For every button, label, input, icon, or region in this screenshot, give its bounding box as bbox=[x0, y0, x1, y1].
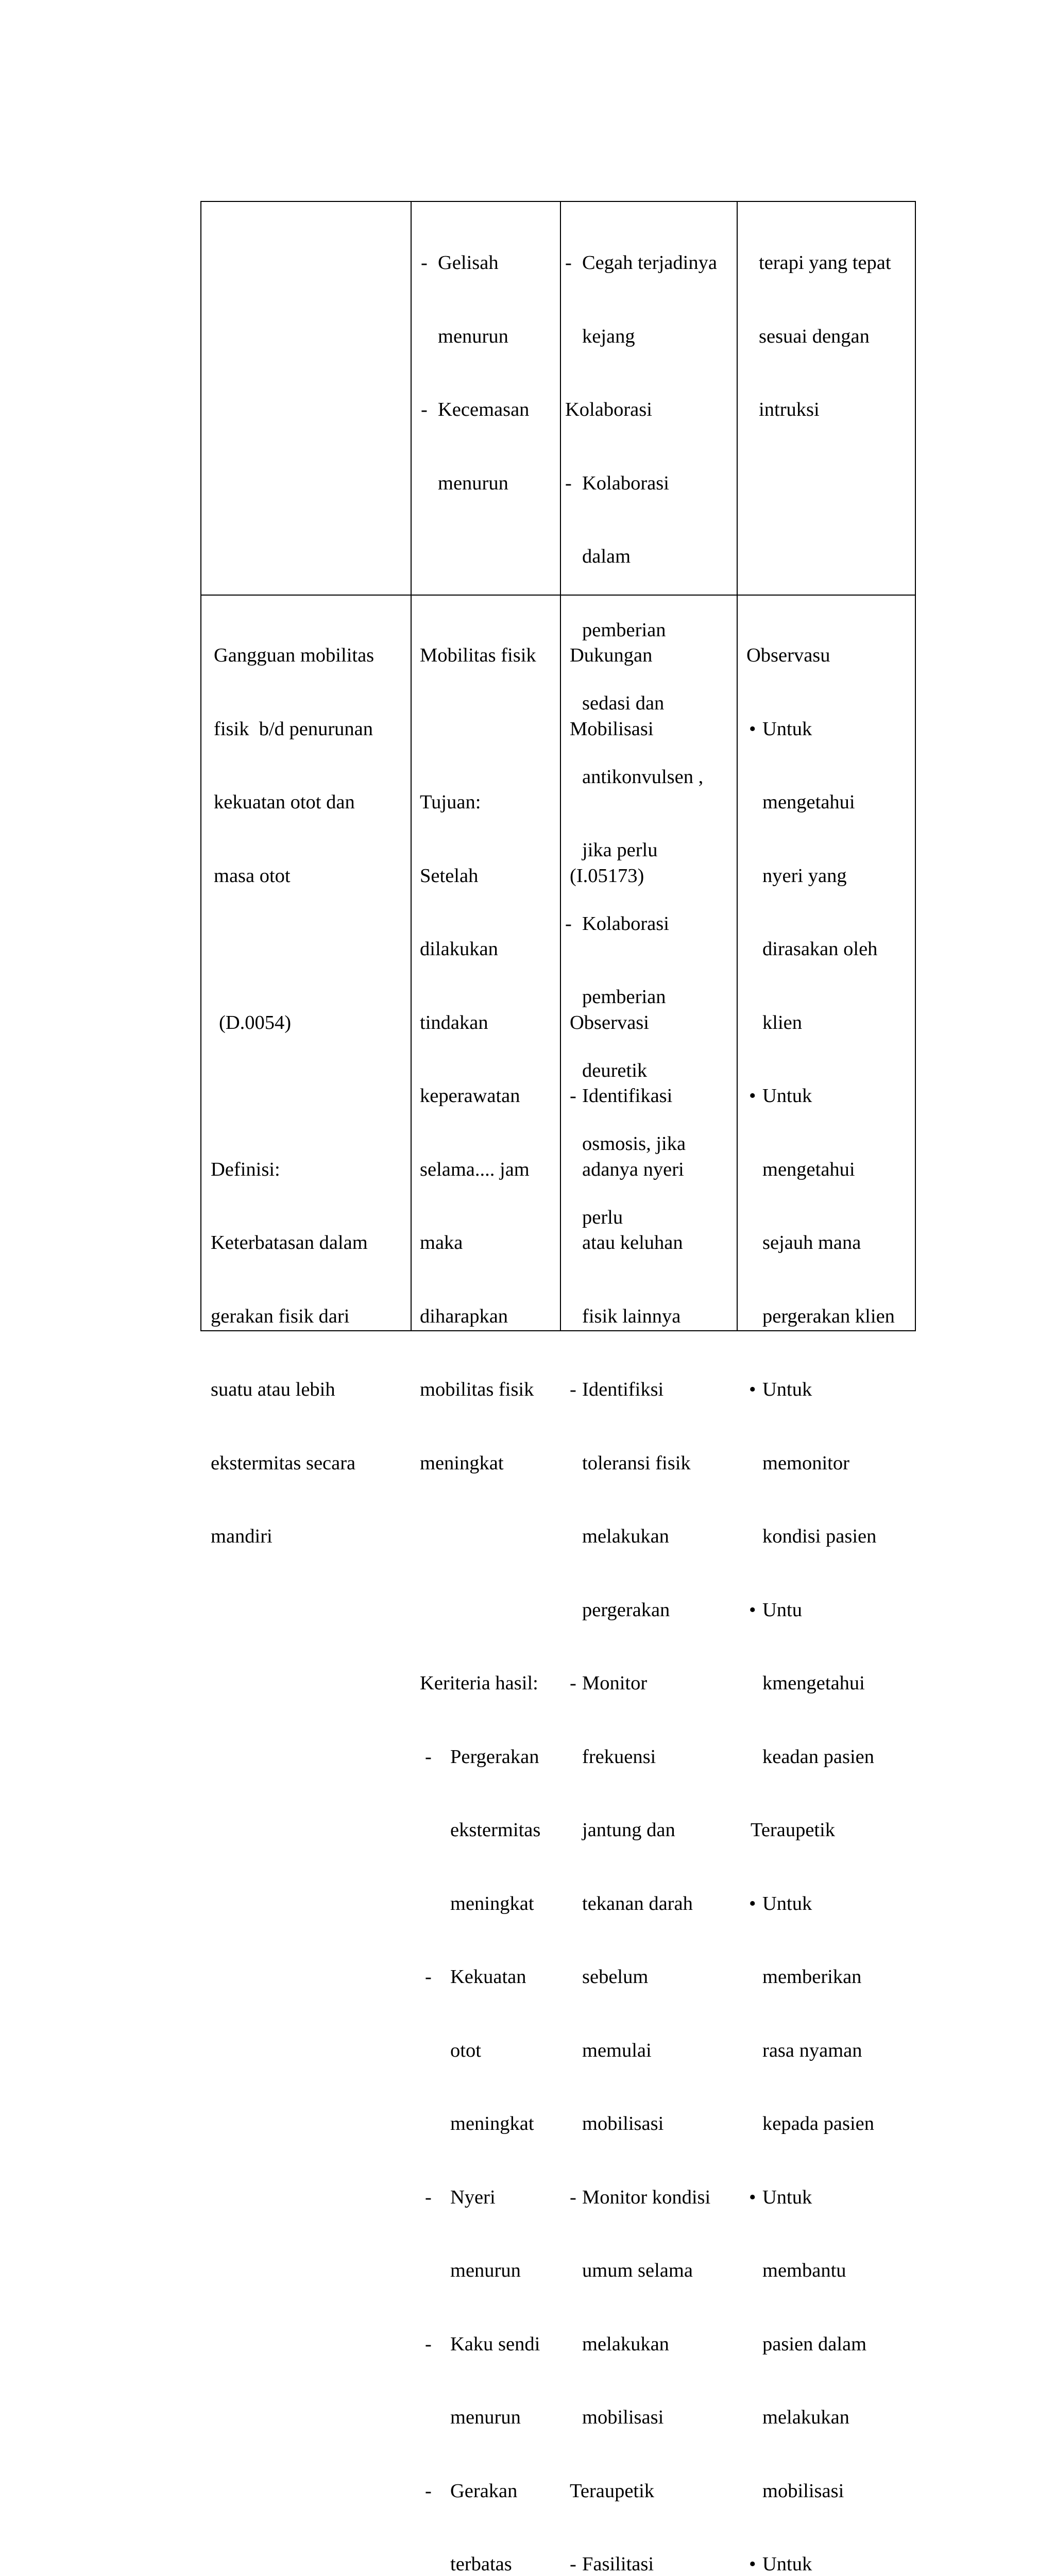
row2-rationale: Observasu • Untuk mengetahui nyeri yang dirasakan oleh klien • Untuk mengetahui sejauh mana pergerakan klien • Untuk memonitor kondisi pasien • Untu kmengetahui keadan pasien Teraupetik • Untuk memberikan rasa nyaman kepada pasien • Untuk membantu pasien dalam melakukan mobilisasi • Untuk bbox=[746, 645, 895, 2575]
intervention-code: (I.05173) bbox=[570, 865, 644, 887]
diagnosis-code: (D.0054) bbox=[219, 1011, 292, 1033]
row1-col4-rationale: terapi yang tepat sesuai dengan intruksi bbox=[759, 252, 891, 420]
kolaborasi-heading: Kolaborasi bbox=[565, 399, 652, 420]
row1-col3-interventions: - Cegah terjadinya kejang Kolaborasi - Kolaborasi dalam pemberian sedasi dan antikonvulsen , jika perlu - Kolaborasi pemberian deuretik osmosis, jika perlu bbox=[565, 252, 717, 1228]
column-divider bbox=[737, 202, 738, 1330]
row2-diagnosis: Gangguan mobilitas fisik b/d penurunan kekuatan otot dan masa otot (D.0054) Definisi: Keterbatasan dalam gerakan fisik dari suatu atau lebih ekstermitas secara mandiri bbox=[211, 645, 375, 1547]
row2-interventions: Dukungan Mobilisasi (I.05173) Observasi - Identifikasi adanya nyeri atau keluhan fisik lainnya - Identifiksi toleransi fisik melakukan pergerakan - Monitor frekuensi jantung dan tekanan darah sebelum memulai mobilisasi - Monitor kondisi umum selama melakukan mobilisasi Teraupetik - Fasilitasi bbox=[570, 645, 711, 2575]
row1-col2-outcomes: - Gelisah menurun - Kecemasan menurun bbox=[421, 252, 530, 494]
column-divider bbox=[560, 202, 561, 1330]
column-divider bbox=[411, 202, 412, 1330]
row2-outcomes: Mobilitas fisik Tujuan: Setelah dilakukan tindakan keperawatan selama.... jam maka diharapkan mobilitas fisik meningkat Keriteria hasil: - Pergerakan ekstermitas meningkat - Kekuatan otot meningkat - Nyeri menurun - Kaku sendi menurun - Gerakan terbatas bbox=[420, 645, 541, 2575]
outcome-title: Mobilitas fisik bbox=[420, 645, 536, 666]
